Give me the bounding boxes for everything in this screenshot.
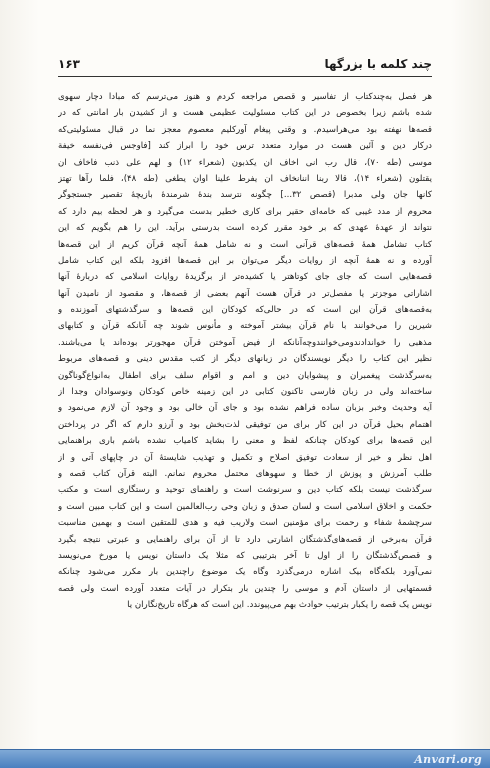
watermark-logo: Anvari.org	[414, 753, 482, 766]
text-line: درکار دین و آئین هست در موارد متعدد ترس خود را ابراز کند [فاوجس فی‌نفسه خیفة	[58, 141, 432, 152]
text-line: نظیر این کتاب را دیگر نویسندگان در زبانهای دیگر از کتب مقدس دینی و قصه‌های مربوط	[58, 354, 432, 365]
text-line: مذهبی را خواندادندومی‌خوانندوچه‌آنانکه از فیض آموختن قرآن مهجورتر بوده‌اند یا می‌باشند.	[58, 337, 432, 348]
text-line: آورده و نه همهٔ آنچه از روایات دیگر می‌توان بر این قصه‌ها افزود بلکه این کتاب شامل	[58, 255, 432, 266]
text-line: و قصص‌گذشتگان را از اول تا آخر بترتیبی که مثلا یک داستان نویس یا مورخ می‌نویسد	[58, 550, 432, 561]
text-line: قسمتهایی از داستان آدم و موسی را چندین بار بتکرار در آیات متعدد آورده است ولی قصه‌	[58, 583, 432, 594]
text-line: قصه‌ها نهفته بود می‌هراسیدم. و وقتی پیغام آورکلیم معصوم معجز نما در قبال مسئولیتی‌که	[58, 124, 432, 135]
text-line: ساخته‌اند ولی در زبان فارسی تاکنون کتابی در این زمینه خاص کودکان ونوسوادان وجدا از	[58, 387, 432, 398]
running-title: چند کلمه با بزرگها	[324, 57, 432, 71]
page-header	[58, 56, 432, 72]
text-line: به‌سرگذشت پیغمبران و پیشوایان دین و امم و اقوام سلف برای اطفال به‌انواع‌گوناگون	[58, 370, 432, 381]
text-line: آیه وحدیث وخبر بزبان ساده فراهم نشده بود و جای آن خالی بود و وجود آن لازم می‌نمود و	[58, 403, 432, 414]
text-line: قصه‌هایی است که جای جای کوتاهتر یا کشیده‌تر از برگزیدهٔ روایات اسلامی که دربارهٔ آنها	[58, 272, 432, 283]
text-line: سرچشمهٔ شفاء و رحمت برای مؤمنین است ولاریب فیه و هدی للمتقین است و بهمین مناسبت	[58, 518, 432, 529]
text-line: هر فصل به‌چندکتاب از تفاسیر و قصص مراجعه کردم و هنوز می‌ترسم که مبادا دچار سهوی	[58, 92, 432, 102]
text-line: نویس یک قصه را یکبار بترتیب حوادث بهم می‌پیوندد. این است که هرگاه تاریخ‌نگاران یا	[127, 600, 432, 611]
text-line: طلب آمرزش و پوزش از خطا و سهوهای محتمل محروم نمانم. البته قرآن کتاب قصه و	[58, 468, 432, 479]
text-line: کانها جان ولی مدبرا (قصص ۳۲...] چگونه نترسد بندهٔ شرمندهٔ بازیچهٔ تقصیر جستجوگر	[58, 190, 432, 201]
text-line: حکمت و اخلاق اسلامی است و لسان صدق و زبان وحی رب‌العالمین است و این کتاب مبین است و	[58, 501, 432, 512]
text-line: قرآن به‌برخی از قصه‌های‌گذشتگان اشارتی دارد تا از آن برای راهنمایی و عبرتی نتیجه بگیرد	[58, 534, 432, 545]
text-line: به‌قصه‌های قرآن این است که در حالی‌که کودکان این قصه‌ها و سرگذشتهای آموزنده و	[58, 305, 432, 316]
text-line: اهتمام بحیل قرآن در این کار برای من توفیقی لذت‌بخش بود و آرزو دارم که اگر در پرداختن	[58, 419, 432, 430]
watermark-bar	[0, 749, 490, 768]
text-line: نمی‌آورد بلکه‌گاه بیک اشاره درمی‌گذرد وگاه یک موضوع راچندین بار مکرر می‌شود چنانکه	[58, 567, 432, 578]
text-line: شیرین را می‌خوانند با نام قرآن بیشتر آموخته و مأنوس شوند چه آنانکه قرآن و کتابهای	[58, 321, 432, 332]
header-rule	[58, 76, 432, 77]
text-line: کتاب تشامل همهٔ قصه‌های قرآنی است و نه شامل همهٔ آنچه قرآن کریم از این قصه‌ها	[58, 239, 432, 250]
text-line: محروم از مدد غیبی که خامه‌ای حقیر برای کاری خطیر بدست می‌گیرد و هر لحظه بیم دارد که	[58, 206, 432, 217]
text-line: اشاراتی موجزتر یا مفصل‌تر در قرآن هست آنهم بعضی از قصه‌ها، و مقصود از نامیدن آنها	[58, 288, 432, 299]
text-line: نتواند از عهدهٔ عهدی که بر خود مقرر کرده است بدرستی برآید. این را هم بگویم که این	[58, 223, 432, 234]
text-line: یقتلون (شعراء ۱۴)، قالا ربنا اننانخاف ان یفرط علینا اوان یطغی (طه ۴۸)، فلما رآها تهتز	[58, 173, 432, 184]
page-number: ۱۶۳	[58, 57, 80, 71]
text-line: اهل نظر و خیر از سعادت توفیق اصلاح و تکمیل و تهذیب شایستهٔ آن در چاپهای آتی و از	[58, 452, 432, 463]
text-line: موسی (طه ۷۰)، قال رب انی اخاف ان یکذبون (شعراء ۱۲) و لهم علی ذنب فاخاف ان	[58, 157, 432, 168]
text-line: سرگذشت نیست بلکه کتاب دین و سرنوشت است و راهنمای توحید و رستگاری است و مکتب	[58, 485, 432, 496]
body-text	[58, 89, 432, 614]
text-line: شده باشم زیرا بخصوص در این کتاب مسئولیت عظیمی هست و از کشیدن بار امانتی که در	[58, 108, 432, 119]
text-line: این قصه‌ها برای کودکان چنانکه لفظ و معنی را بشاید کامیاب نشده باشم باری براهنمایی	[58, 436, 432, 447]
